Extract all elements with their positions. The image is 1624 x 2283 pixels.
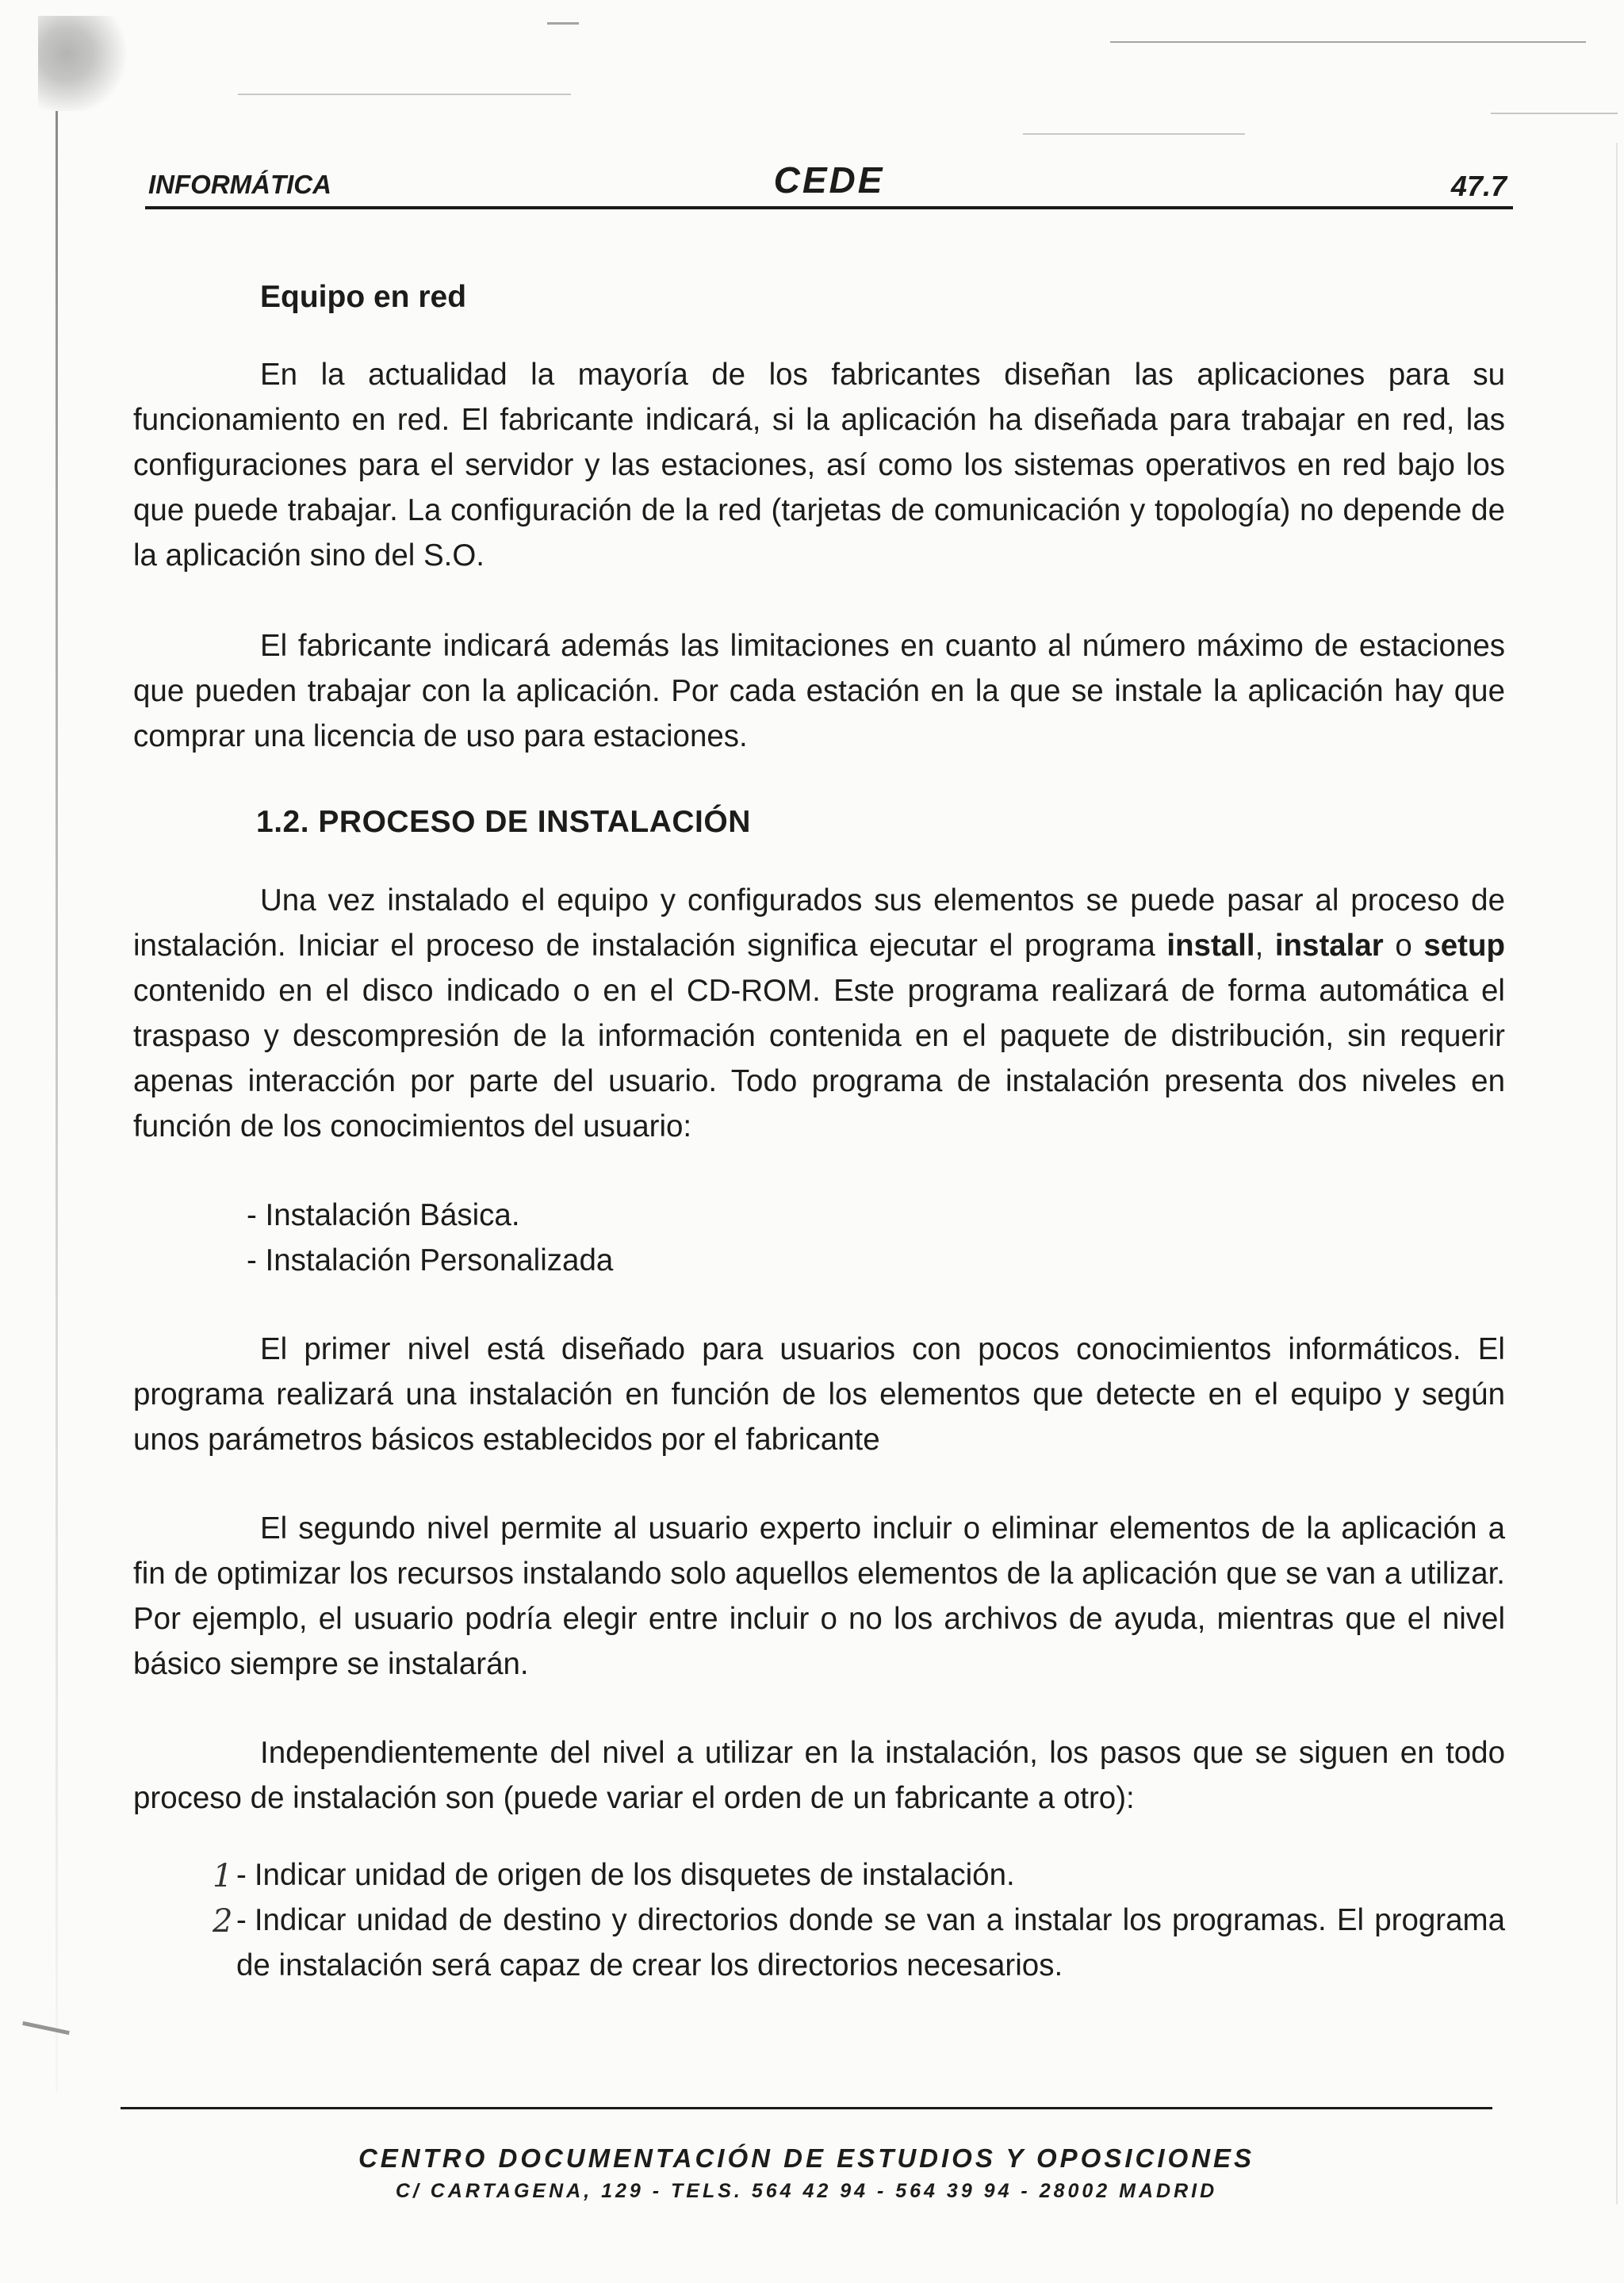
scan-mark-left bbox=[22, 2021, 70, 2035]
paragraph-install-steps: Independientemente del nivel a utilizar en la instalación, los pasos que se siguen en todo proceso de instalación son (puede variar el orden de un fabricante a otro): bbox=[133, 1736, 1505, 1815]
scan-line-top-2 bbox=[547, 22, 579, 25]
install-levels-list bbox=[247, 1193, 1505, 1283]
separator: , bbox=[1254, 929, 1275, 963]
handwritten-number: 1 bbox=[213, 1858, 233, 1894]
footer-rule bbox=[121, 2107, 1492, 2109]
separator: o bbox=[1383, 929, 1424, 963]
step-dash: - bbox=[236, 1858, 247, 1892]
install-steps-list bbox=[133, 1852, 1505, 1988]
paragraph-install-intro bbox=[133, 878, 1505, 1149]
list-item: - Instalación Personalizada bbox=[247, 1243, 614, 1277]
paragraph-network-1: En la actualidad la mayoría de los fabricantes diseñan las aplicaciones para su funcionamiento en red. El fabricante indicará, si la aplicación ha diseñada para trabajar en red, las configuraciones para el servidor y las estaciones, así como los sistemas operativos en red bajo los que puede trabajar. La configuración de la red (tarjetas de comunicación y topología) no depende de la aplicación sino del S.O. bbox=[133, 358, 1505, 573]
header-subject: INFORMÁTICA bbox=[148, 170, 331, 199]
list-item bbox=[133, 1852, 1505, 1898]
footer-address: C/ CARTAGENA, 129 - TELS. 564 42 94 - 564 39 94 - 28002 MADRID bbox=[395, 2180, 1218, 2202]
paragraph-custom-level: El segundo nivel permite al usuario experto incluir o eliminar elementos de la aplicación a fin de optimizar los recursos instalando solo aquellos elementos de la aplicación que se van a utilizar. Por ejemplo, el usuario podría elegir entre incluir o no los archivos de ayuda, mientras que el nivel básico siempre se instalarán. bbox=[133, 1511, 1505, 1681]
instalar-command: instalar bbox=[1274, 929, 1384, 963]
install-intro-text-end: contenido en el disco indicado o en el CD-ROM. Este programa realizará de forma automática el traspaso y descompresión de la información contenida en el paquete de distribución, sin requerir apenas interacción por parte del usuario. Todo programa de instalación presenta dos niveles en función de los conocimientos del usuario: bbox=[133, 974, 1505, 1143]
network-heading: Equipo en red bbox=[260, 280, 467, 314]
footer-organization: CENTRO DOCUMENTACIÓN DE ESTUDIOS Y OPOSICIONES bbox=[358, 2143, 1255, 2173]
scan-line-top-5 bbox=[1491, 113, 1618, 114]
setup-command: setup bbox=[1423, 929, 1505, 963]
list-item: - Instalación Básica. bbox=[247, 1198, 520, 1232]
header-logo-text: CEDE bbox=[773, 159, 885, 201]
list-item bbox=[133, 1898, 1505, 1988]
scan-corner-blot bbox=[38, 16, 133, 111]
paragraph-network-2: El fabricante indicará además las limitaciones en cuanto al número máximo de estaciones que pueden trabajar con la aplicación. Por cada estación en la que se instale la aplicación hay que comprar una licencia de uso para estaciones. bbox=[133, 629, 1505, 753]
install-command: install bbox=[1166, 929, 1255, 963]
scan-line-top-4 bbox=[1023, 133, 1245, 135]
scan-right-edge bbox=[1616, 143, 1618, 2204]
step-dash: - bbox=[236, 1903, 247, 1937]
install-section-heading: 1.2. PROCESO DE INSTALACIÓN bbox=[256, 805, 751, 839]
page-footer bbox=[121, 2141, 1492, 2206]
header-rule bbox=[145, 206, 1513, 209]
page-header bbox=[145, 159, 1513, 209]
step-text: Indicar unidad de destino y directorios donde se van a instalar los programas. El programa de instalación será capaz de crear los directorios necesarios. bbox=[236, 1903, 1505, 1982]
scan-line-top-3 bbox=[238, 94, 571, 95]
page-content bbox=[133, 278, 1505, 1988]
page-number: 47.7 bbox=[1450, 170, 1507, 202]
paragraph-basic-level: El primer nivel está diseñado para usuarios con pocos conocimientos informáticos. El programa realizará una instalación en función de los elementos que detecte en el equipo y según unos parámetros básicos establecidos por el fabricante bbox=[133, 1332, 1505, 1457]
handwritten-number: 2 bbox=[213, 1903, 233, 1940]
scan-left-edge bbox=[56, 111, 58, 2093]
scan-line-top bbox=[1110, 41, 1586, 43]
install-intro-text: Una vez instalado el equipo y configurados sus elementos se puede pasar al proceso de instalación. Iniciar el proceso de instalación significa ejecutar el programa bbox=[133, 883, 1505, 963]
step-text: Indicar unidad de origen de los disquetes de instalación. bbox=[254, 1858, 1015, 1892]
